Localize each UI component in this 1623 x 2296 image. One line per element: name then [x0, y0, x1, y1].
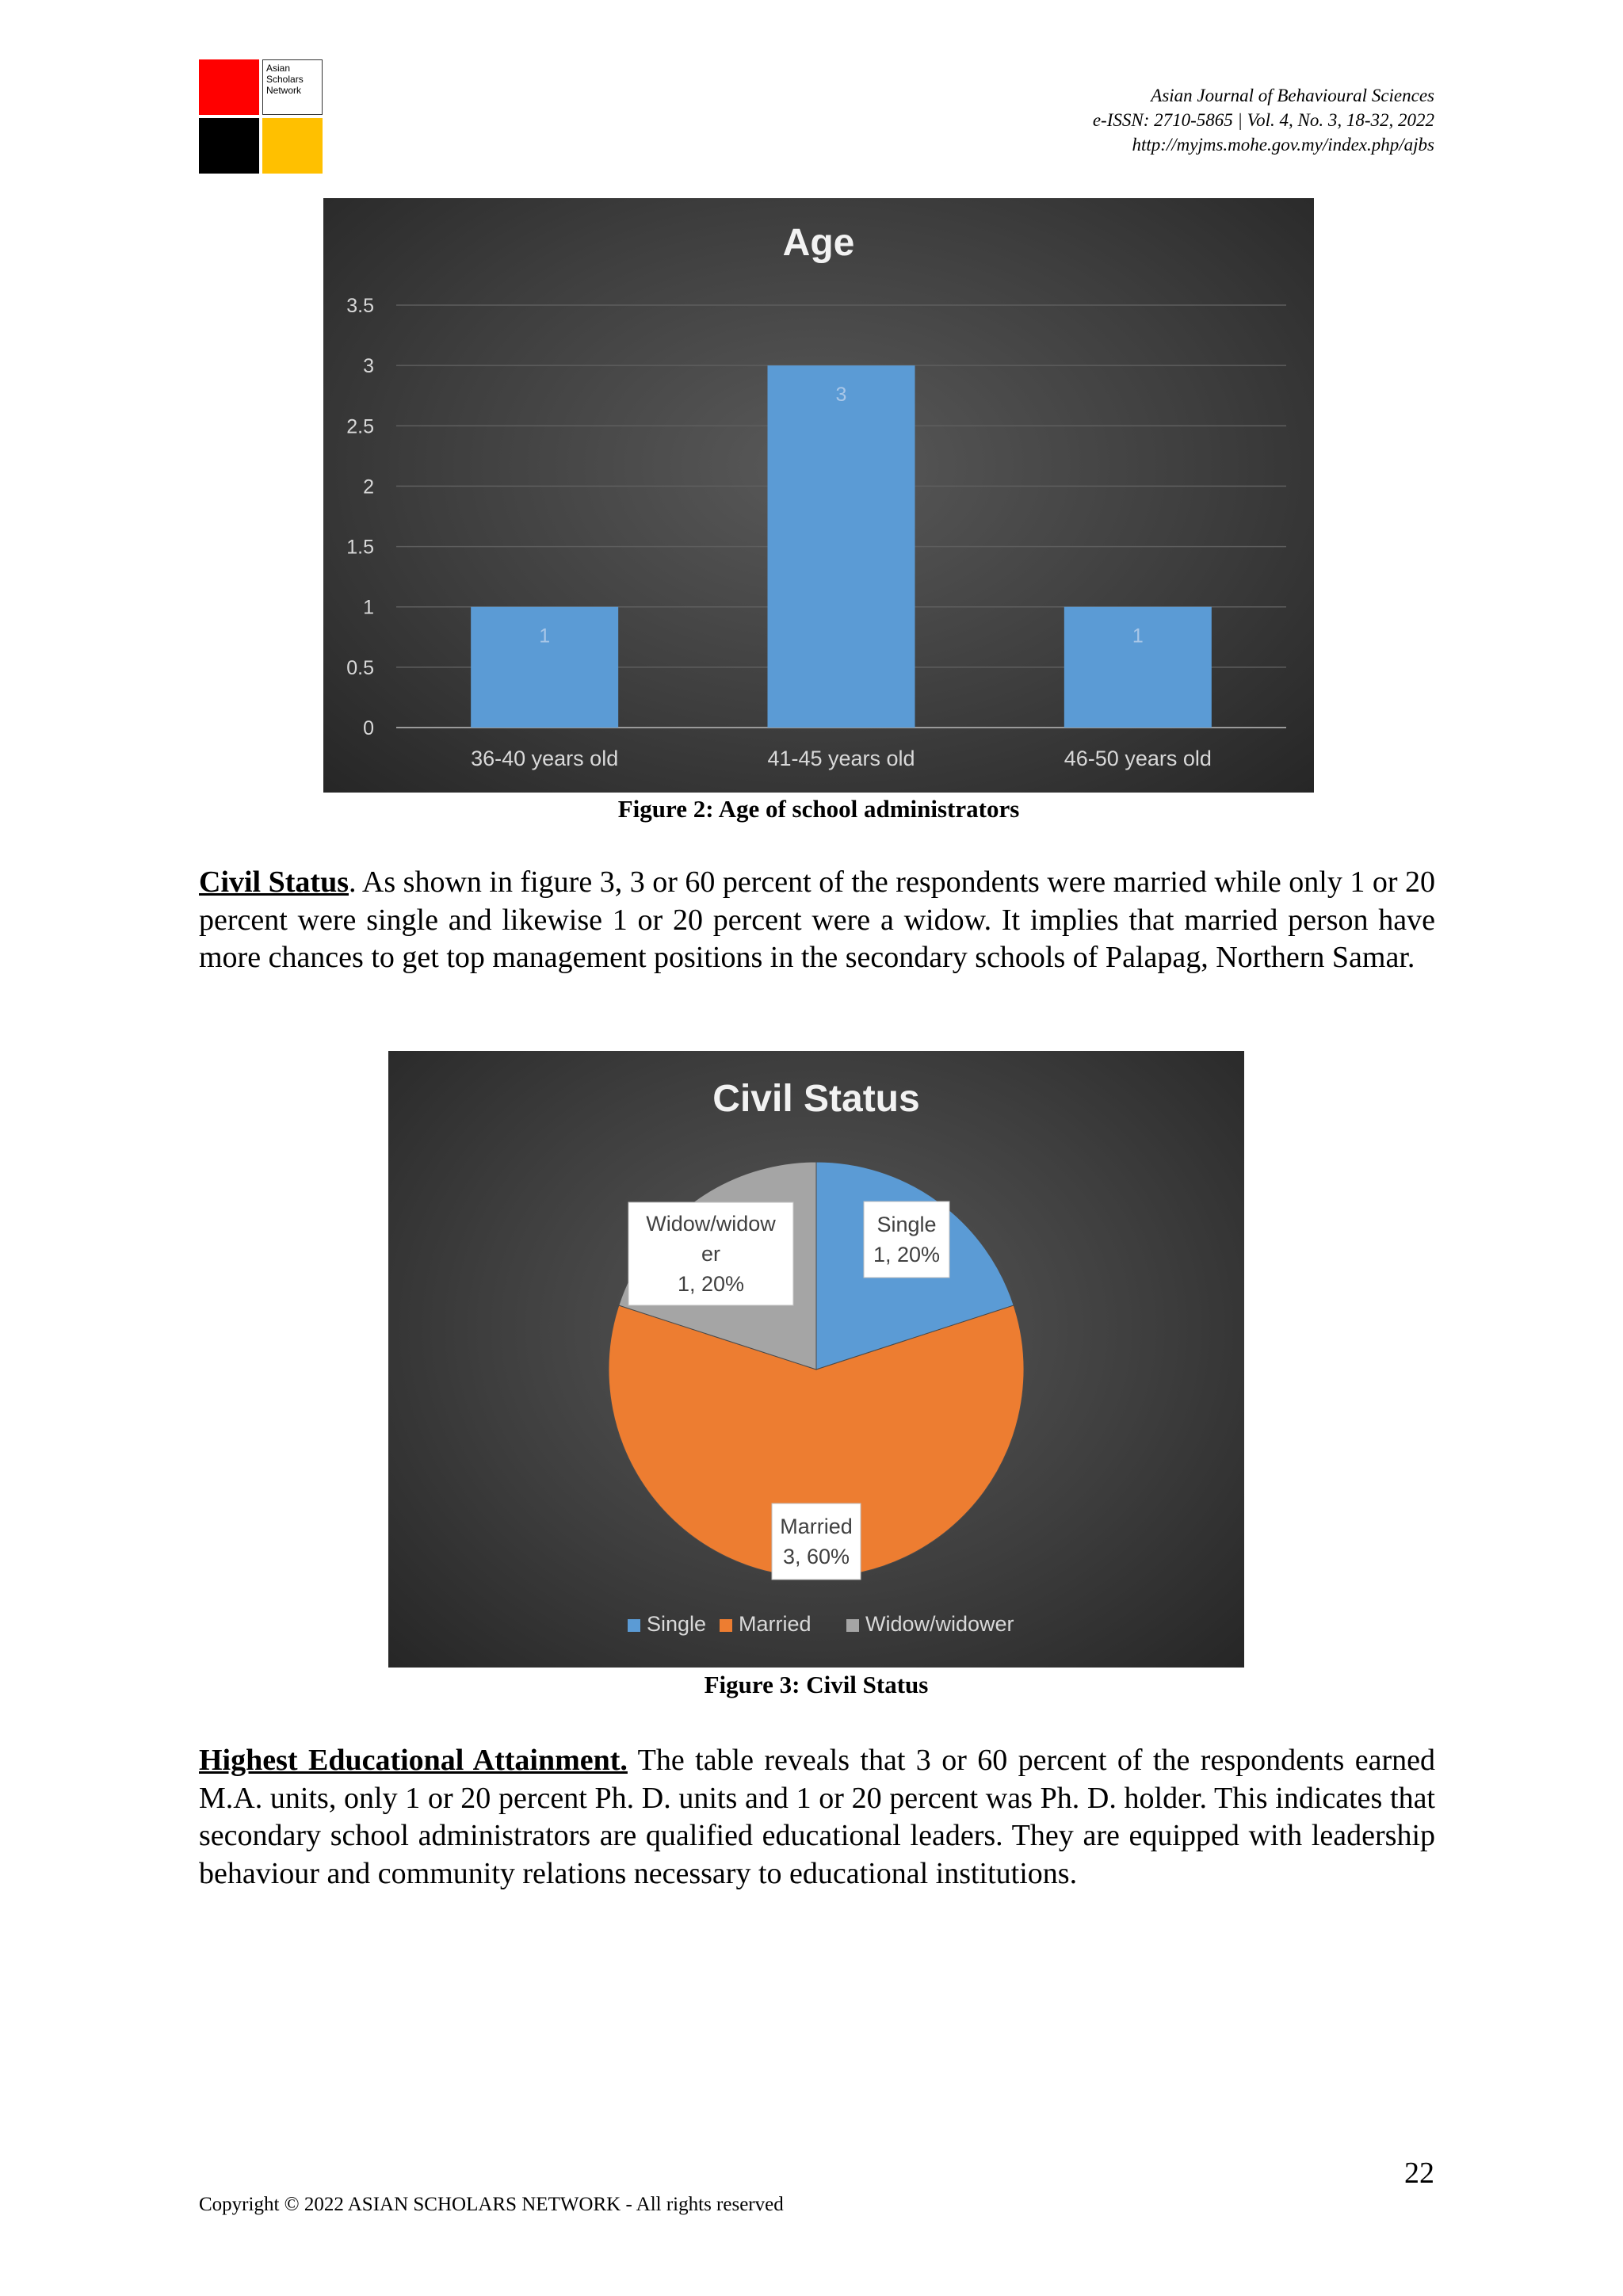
journal-name: Asian Journal of Behavioural Sciences — [1151, 86, 1434, 105]
x-tick-label: 36-40 years old — [471, 747, 619, 770]
legend-label: Single — [647, 1612, 707, 1636]
pie-data-label: 3, 60% — [782, 1545, 850, 1568]
data-label: 3 — [835, 384, 847, 407]
bar — [768, 365, 915, 728]
copyright-notice: Copyright © 2022 ASIAN SCHOLARS NETWORK - All rights reserved — [199, 2194, 784, 2215]
pie-data-label: er — [701, 1242, 721, 1266]
pie-data-label: Married — [780, 1515, 853, 1538]
pie-data-label: Single — [876, 1213, 937, 1236]
civil-status-paragraph — [199, 864, 1435, 977]
civil-status-heading: Civil Status — [199, 865, 349, 899]
pie-data-label: 1, 20% — [677, 1272, 745, 1296]
y-tick-label: 2 — [363, 476, 374, 499]
figure3-caption: Figure 3: Civil Status — [704, 1671, 929, 1698]
y-tick-label: 3.5 — [346, 295, 374, 317]
pie-data-label: Widow/widow — [646, 1212, 776, 1236]
journal-header — [1093, 83, 1434, 157]
logo-text-2: Scholars — [266, 74, 304, 85]
civil-status-pie-chart — [388, 1051, 1244, 1668]
age-bar-chart — [323, 198, 1314, 793]
legend-swatch — [720, 1619, 732, 1632]
civil-status-body: . As shown in figure 3, 3 or 60 percent of the respondents were married while only 1 or 20 percent were single and likewise 1 or 20 percent were a widow. It implies that married person have more chances to get top management positions in the secondary schools of Palapag, Northern Samar. — [199, 865, 1436, 974]
y-tick-label: 0.5 — [346, 656, 374, 679]
y-tick-label: 3 — [363, 355, 374, 378]
journal-url[interactable]: http://myjms.mohe.gov.my/index.php/ajbs — [1132, 135, 1434, 155]
y-tick-label: 1.5 — [346, 536, 374, 559]
education-paragraph — [199, 1742, 1435, 1893]
legend-swatch — [846, 1619, 859, 1632]
x-tick-label: 41-45 years old — [767, 747, 915, 770]
y-tick-label: 2.5 — [346, 415, 374, 438]
data-label: 1 — [539, 625, 551, 648]
logo-text-1: Asian — [266, 63, 291, 74]
journal-issn: e-ISSN: 2710-5865 | Vol. 4, No. 3, 18-32, 2022 — [1092, 110, 1434, 130]
figure2-caption: Figure 2: Age of school administrators — [617, 795, 1020, 823]
y-tick-label: 1 — [363, 596, 374, 619]
page-number: 22 — [1404, 2157, 1434, 2190]
legend-swatch — [628, 1619, 640, 1632]
logo-text-3: Network — [266, 85, 302, 96]
legend-label: Widow/widower — [865, 1612, 1014, 1636]
age-chart-svg — [323, 198, 1314, 793]
education-body: The table reveals that 3 or 60 percent of the respondents earned M.A. units, only 1 or 20 percent Ph. D. units and 1 or 20 percent was Ph. D. holder. This indicates that secondary school administrators are qualified educational leaders. They are equipped with leadership behaviour and community relations necessary to educational institutions. — [199, 1744, 1435, 1890]
data-label: 1 — [1132, 625, 1144, 648]
education-heading: Highest Educational Attainment. — [199, 1744, 628, 1777]
publisher-logo — [199, 59, 323, 174]
pie-data-label: 1, 20% — [873, 1243, 941, 1266]
y-tick-label: 0 — [363, 717, 374, 739]
x-tick-label: 46-50 years old — [1064, 747, 1212, 770]
chart-title: Civil Status — [712, 1078, 920, 1120]
civil-status-chart-svg — [388, 1051, 1244, 1668]
chart-title: Age — [782, 222, 855, 264]
legend-label: Married — [739, 1612, 812, 1636]
